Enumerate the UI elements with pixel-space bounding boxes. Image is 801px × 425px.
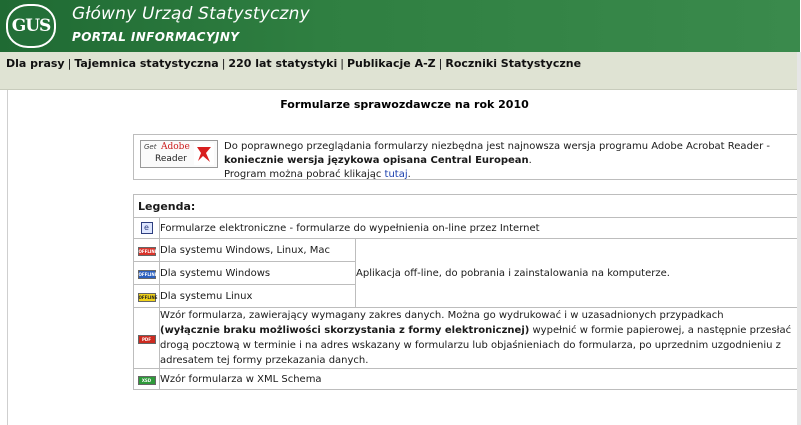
legend-pdf-text-bold: (wyłącznie braku możliwości skorzystania z formy elektronicznej) [160,325,530,336]
legend-offline-linux-text: Dla systemu Linux [160,285,356,308]
get-adobe-reader-button[interactable] [140,140,218,168]
legend-pdf-text-1: Wzór formularza, zawierający wymagany zakres danych. Można go wydrukować i w uzasadnionych przypadkach [160,310,724,321]
nav-separator: | [438,57,443,70]
legend-icon-cell [134,218,160,239]
site-subtitle: PORTAL INFORMACYJNY [72,30,240,44]
nav-item-dla-prasy[interactable]: Dla prasy [6,57,65,70]
legend-heading: Legenda: [134,195,798,218]
nav-item-220-lat-statystyki[interactable]: 220 lat statystyki [228,57,338,70]
legend-pdf-text-2: wypełnić w formie papierowej, a następnie przesłać drogą pocztową w terminie i na adres wskazany w formularzu lub objaśnieniach do formularza, po uprzednim uzgodnieniu z adresatem tej formy przekazania danych. [160,325,792,366]
adobe-brand-label: Adobe [161,142,190,152]
adobe-notice-text [224,140,792,182]
site-title[interactable]: Główny Urząd Statystyczny [72,4,310,24]
legend-electronic-text: Formularze elektroniczne - formularze do wypełnienia on-line przez Internet [160,218,798,239]
legend-table [133,194,798,390]
xsd-icon: XSD [138,376,156,385]
nav-item-tajemnica-statystyczna[interactable]: Tajemnica statystyczna [74,57,219,70]
offline-blue-icon: OFFLINE [138,271,158,277]
legend-offline-windows-text: Dla systemu Windows [160,262,356,285]
adobe-notice-bold: koniecznie wersja językowa opisana Central European [224,155,529,166]
adobe-download-link[interactable]: tutaj [384,169,408,180]
right-scroll-edge[interactable] [797,52,801,425]
legend-pdf-text [160,308,798,369]
legend-icon-cell [134,239,160,262]
legend-offline-description: Aplikacja off-line, do pobrania i zainstalowania na komputerze. [356,239,798,308]
adobe-notice-line1: Do poprawnego przeglądania formularzy niezbędna jest najnowsza wersja programu Adobe Acrobat Reader - [224,141,770,152]
adobe-get-label: Get [144,143,157,151]
adobe-reader-icon [194,143,214,165]
nav-separator: | [67,57,72,70]
nav-separator: | [340,57,344,70]
top-navigation [0,52,800,90]
legend-icon-cell [134,262,160,285]
legend-icon-cell [134,285,160,308]
nav-item-publikacje-a-z[interactable]: Publikacje A-Z [346,57,436,70]
page-title: Formularze sprawozdawcze na rok 2010 [280,98,529,111]
electronic-form-icon: e [141,222,153,234]
legend-icon-cell [134,308,160,369]
adobe-download-period: . [407,169,411,180]
adobe-reader-notice [133,134,798,180]
legend-offline-all-text: Dla systemu Windows, Linux, Mac [160,239,356,262]
nav-item-roczniki-statystyczne[interactable]: Roczniki Statystyczne [445,57,582,70]
adobe-download-text: Program można pobrać klikając [224,169,385,180]
gus-logo[interactable]: GUS [6,4,56,48]
legend-xsd-text: Wzór formularza w XML Schema [160,369,798,390]
nav-separator: | [221,57,226,70]
main-content [7,90,801,425]
pdf-icon: PDF [138,335,156,344]
adobe-reader-label: Reader [155,154,187,164]
offline-yellow-icon: OFFLINE [138,294,158,300]
adobe-notice-period: . [528,155,532,166]
offline-red-icon: OFFLINE [138,248,158,254]
legend-icon-cell [134,369,160,390]
site-header [0,0,800,52]
